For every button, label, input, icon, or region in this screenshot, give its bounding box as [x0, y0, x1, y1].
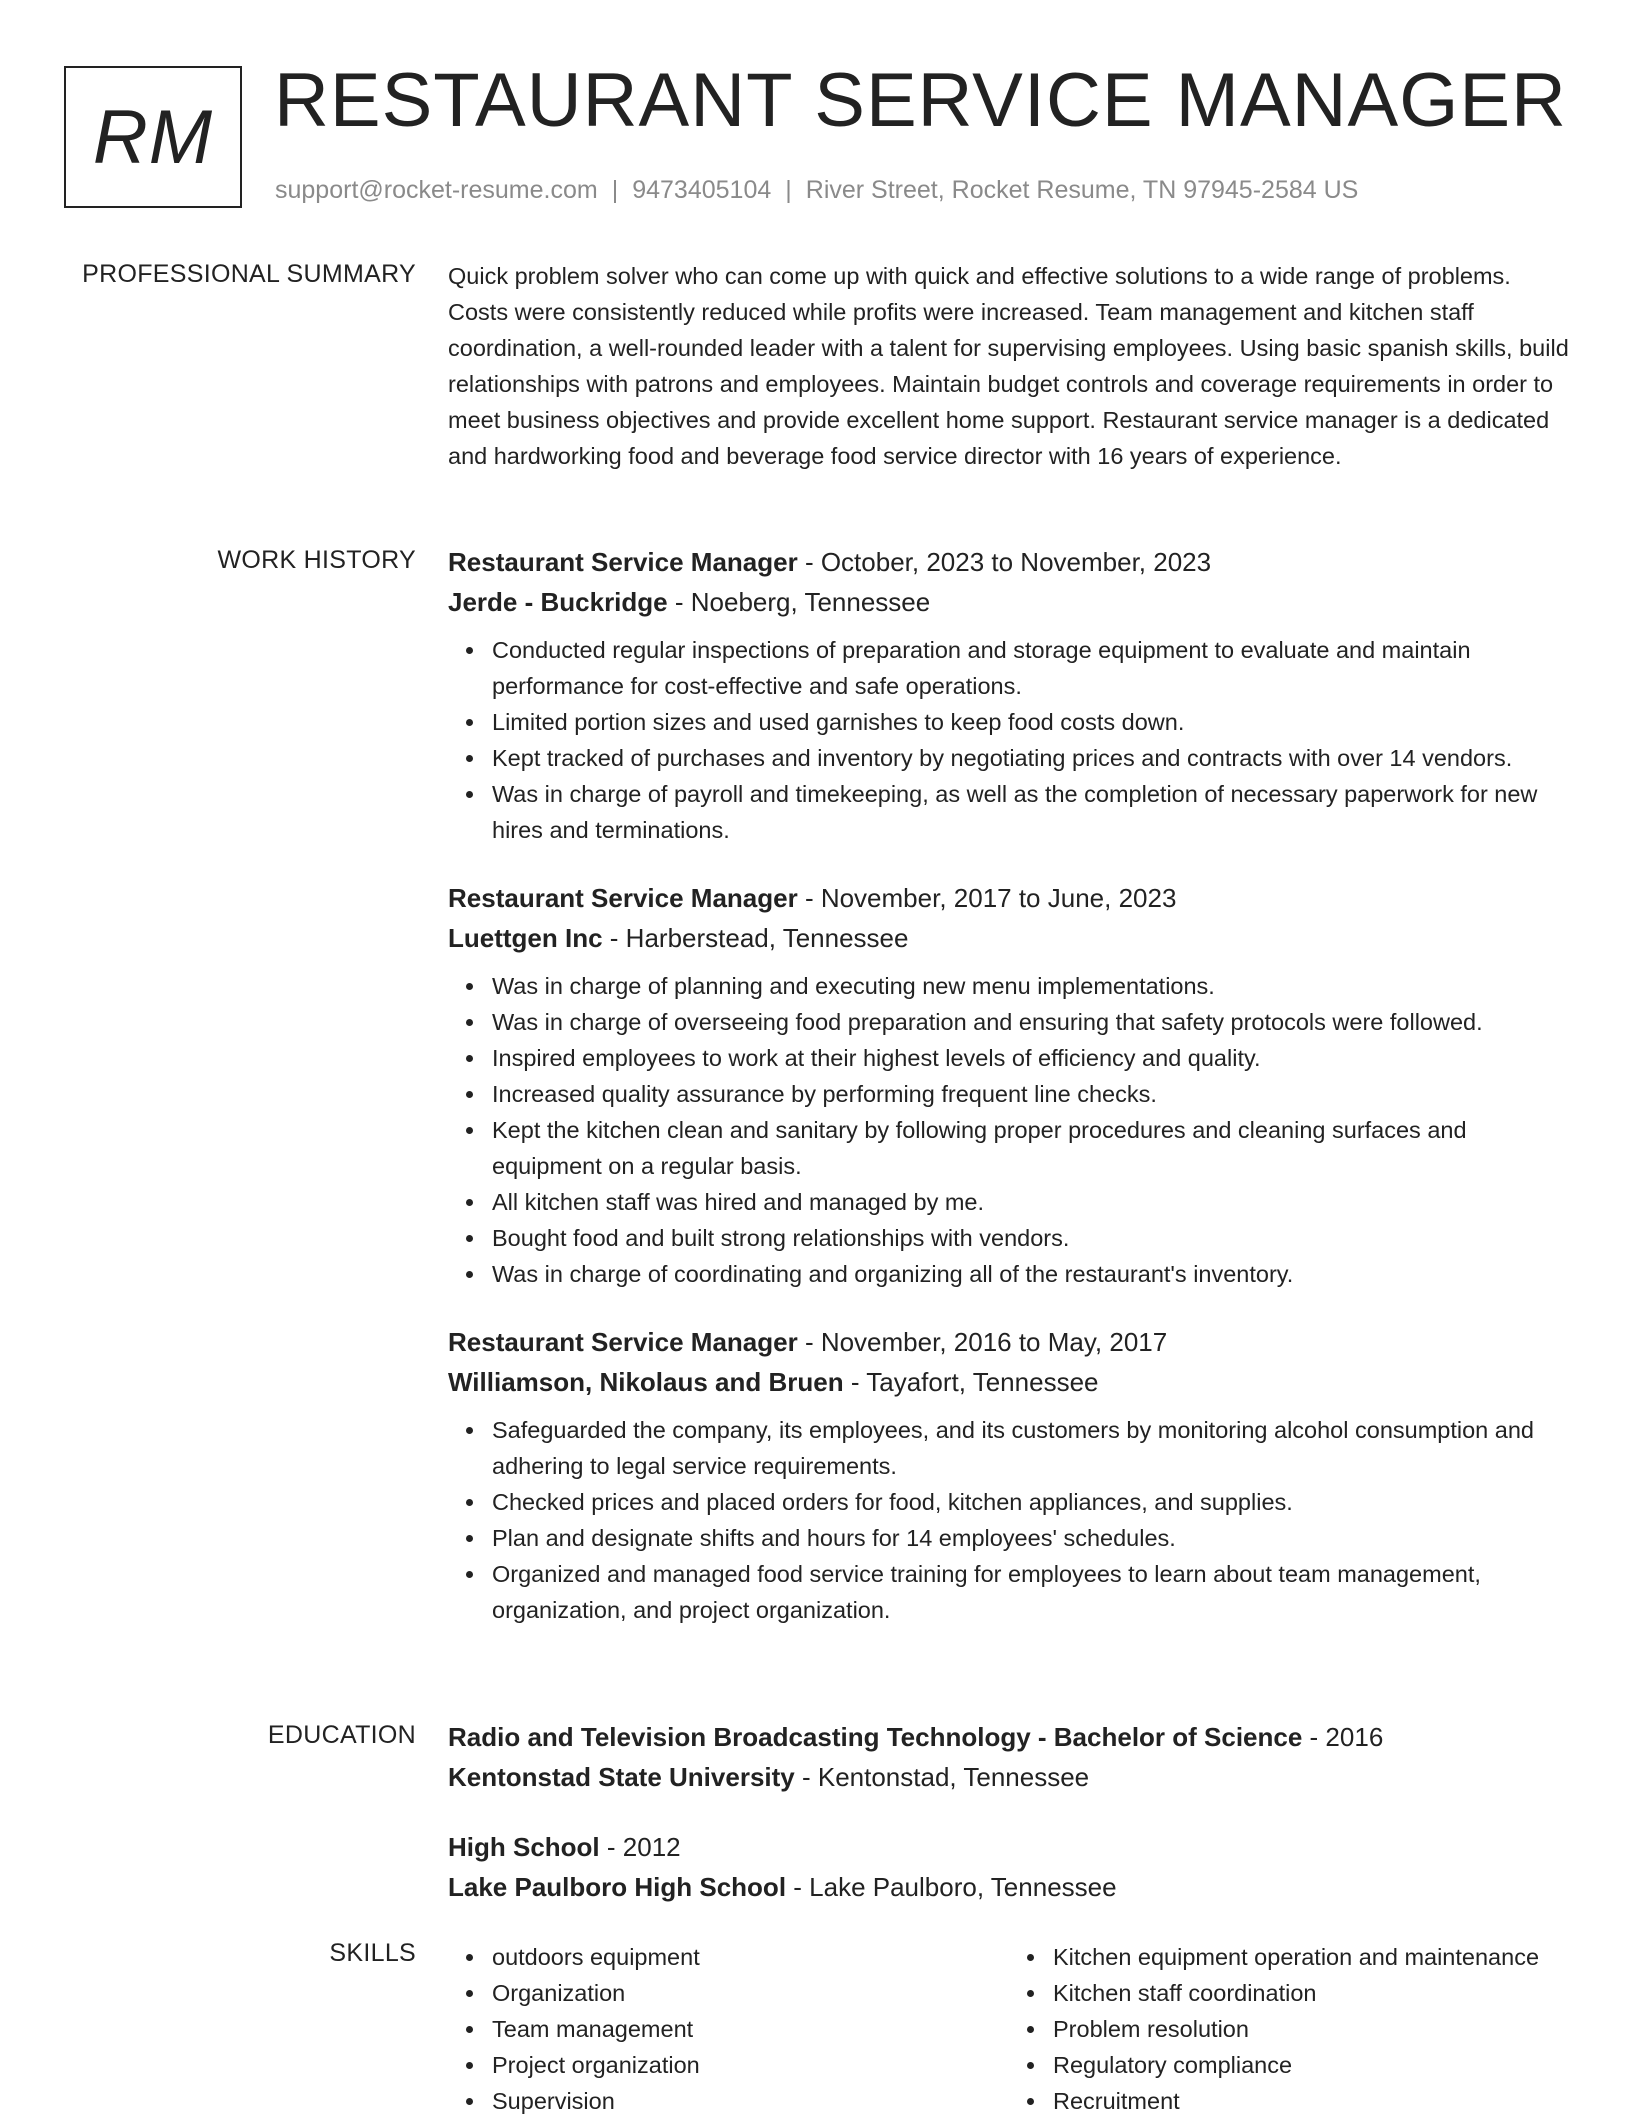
monogram-box — [64, 66, 242, 208]
skill-item: Project organization — [492, 2047, 1009, 2083]
resume-name: RESTAURANT SERVICE MANAGER — [274, 58, 1567, 143]
school-name: Kentonstad State University — [448, 1762, 795, 1792]
contact-separator: | — [785, 176, 792, 204]
job-duty: Was in charge of coordinating and organizing all of the restaurant's inventory. — [492, 1256, 1570, 1292]
job-duty: Safeguarded the company, its employees, and its customers by monitoring alcohol consumption and adhering to legal service requirements. — [492, 1412, 1570, 1484]
company-location: - Tayafort, Tennessee — [843, 1367, 1099, 1397]
job-duty: Kept tracked of purchases and inventory by negotiating prices and contracts with over 14 vendors. — [492, 740, 1570, 776]
company-line — [448, 918, 1570, 958]
job-duty: Limited portion sizes and used garnishes to keep food costs down. — [492, 704, 1570, 740]
job-duty: Was in charge of payroll and timekeeping, as well as the completion of necessary paperwork for new hires and terminations. — [492, 776, 1570, 848]
job-title-line — [448, 542, 1570, 582]
job-title: Restaurant Service Manager — [448, 883, 798, 913]
education-entry — [448, 1827, 1570, 1907]
job-entry — [448, 1322, 1570, 1628]
company-name: Jerde - Buckridge — [448, 587, 668, 617]
skill-item: Regulatory compliance — [1053, 2047, 1570, 2083]
skill-item: Supervision — [492, 2083, 1009, 2119]
work-history-body — [448, 542, 1570, 1628]
job-duty: Plan and designate shifts and hours for 14 employees' schedules. — [492, 1520, 1570, 1556]
job-duty: Kept the kitchen clean and sanitary by following proper procedures and cleaning surfaces and equipment on a regular basis. — [492, 1112, 1570, 1184]
summary-label: PROFESSIONAL SUMMARY — [82, 260, 416, 288]
school-location: - Lake Paulboro, Tennessee — [786, 1872, 1117, 1902]
job-duty: Conducted regular inspections of preparation and storage equipment to evaluate and maintain performance for cost-effective and safe operations. — [492, 632, 1570, 704]
monogram-initials: RM — [92, 94, 214, 180]
company-line — [448, 1362, 1570, 1402]
skill-item: Kitchen staff coordination — [1053, 1975, 1570, 2011]
degree-line — [448, 1827, 1570, 1867]
skills-columns — [448, 1939, 1570, 2119]
education-label: EDUCATION — [267, 1721, 416, 1749]
job-duty: Was in charge of planning and executing new menu implementations. — [492, 968, 1570, 1004]
job-duty: Checked prices and placed orders for food, kitchen appliances, and supplies. — [492, 1484, 1570, 1520]
contact-line — [275, 176, 1358, 205]
contact-email: support@rocket-resume.com — [275, 176, 598, 204]
skills-list-left — [448, 1939, 1009, 2119]
contact-address: River Street, Rocket Resume, TN 97945-2584 US — [805, 176, 1359, 204]
job-title: Restaurant Service Manager — [448, 547, 798, 577]
job-title: Restaurant Service Manager — [448, 1327, 798, 1357]
job-duty: Inspired employees to work at their highest levels of efficiency and quality. — [492, 1040, 1570, 1076]
job-duty: Bought food and built strong relationships with vendors. — [492, 1220, 1570, 1256]
company-line — [448, 582, 1570, 622]
job-duties — [448, 632, 1570, 848]
school-name: Lake Paulboro High School — [448, 1872, 787, 1902]
company-location: - Noeberg, Tennessee — [667, 587, 931, 617]
skills-label: SKILLS — [329, 1939, 416, 1967]
degree-line — [448, 1717, 1570, 1757]
job-duty: Increased quality assurance by performing frequent line checks. — [492, 1076, 1570, 1112]
company-location: - Harberstead, Tennessee — [602, 923, 909, 953]
job-duties — [448, 1412, 1570, 1628]
school-line — [448, 1757, 1570, 1797]
company-name: Luettgen Inc — [448, 923, 603, 953]
job-duty: Organized and managed food service training for employees to learn about team management, organization, and project organization. — [492, 1556, 1570, 1628]
skill-item: Problem resolution — [1053, 2011, 1570, 2047]
skills-body — [448, 1939, 1570, 2119]
job-duties — [448, 968, 1570, 1292]
degree-name: Radio and Television Broadcasting Technology - Bachelor of Science — [448, 1722, 1303, 1752]
degree-name: High School — [448, 1832, 600, 1862]
school-line — [448, 1867, 1570, 1907]
job-dates: - November, 2017 to June, 2023 — [797, 883, 1177, 913]
contact-separator: | — [611, 176, 619, 204]
company-name: Williamson, Nikolaus and Bruen — [448, 1367, 844, 1397]
school-location: - Kentonstad, Tennessee — [794, 1762, 1090, 1792]
job-entry — [448, 878, 1570, 1292]
job-title-line — [448, 878, 1570, 918]
degree-year: - 2016 — [1302, 1722, 1384, 1752]
skill-item: outdoors equipment — [492, 1939, 1009, 1975]
job-entry — [448, 542, 1570, 848]
education-body — [448, 1717, 1570, 1907]
skills-list-right — [1009, 1939, 1570, 2119]
skill-item: Organization — [492, 1975, 1009, 2011]
skill-item: Recruitment — [1053, 2083, 1570, 2119]
job-title-line — [448, 1322, 1570, 1362]
job-dates: - November, 2016 to May, 2017 — [797, 1327, 1168, 1357]
contact-phone: 9473405104 — [632, 176, 772, 204]
job-duty: Was in charge of overseeing food preparation and ensuring that safety protocols were followed. — [492, 1004, 1570, 1040]
degree-year: - 2012 — [599, 1832, 681, 1862]
job-duty: All kitchen staff was hired and managed by me. — [492, 1184, 1570, 1220]
work-history-label: WORK HISTORY — [217, 546, 416, 574]
summary-body — [448, 258, 1570, 474]
education-entry — [448, 1717, 1570, 1797]
skill-item: Kitchen equipment operation and maintenance — [1053, 1939, 1570, 1975]
job-dates: - October, 2023 to November, 2023 — [797, 547, 1212, 577]
skill-item: Team management — [492, 2011, 1009, 2047]
summary-text: Quick problem solver who can come up with quick and effective solutions to a wide range of problems. Costs were consistently reduced while profits were increased. Team management and kitchen staff coordination, a well-rounded leader with a talent for supervising employees. Using basic spanish skills, build relationships with patrons and employees. Maintain budget controls and coverage requirements in order to meet business objectives and provide excellent home support. Restaurant service manager is a dedicated and hardworking food and beverage food service director with 16 years of experience. — [448, 263, 1569, 469]
